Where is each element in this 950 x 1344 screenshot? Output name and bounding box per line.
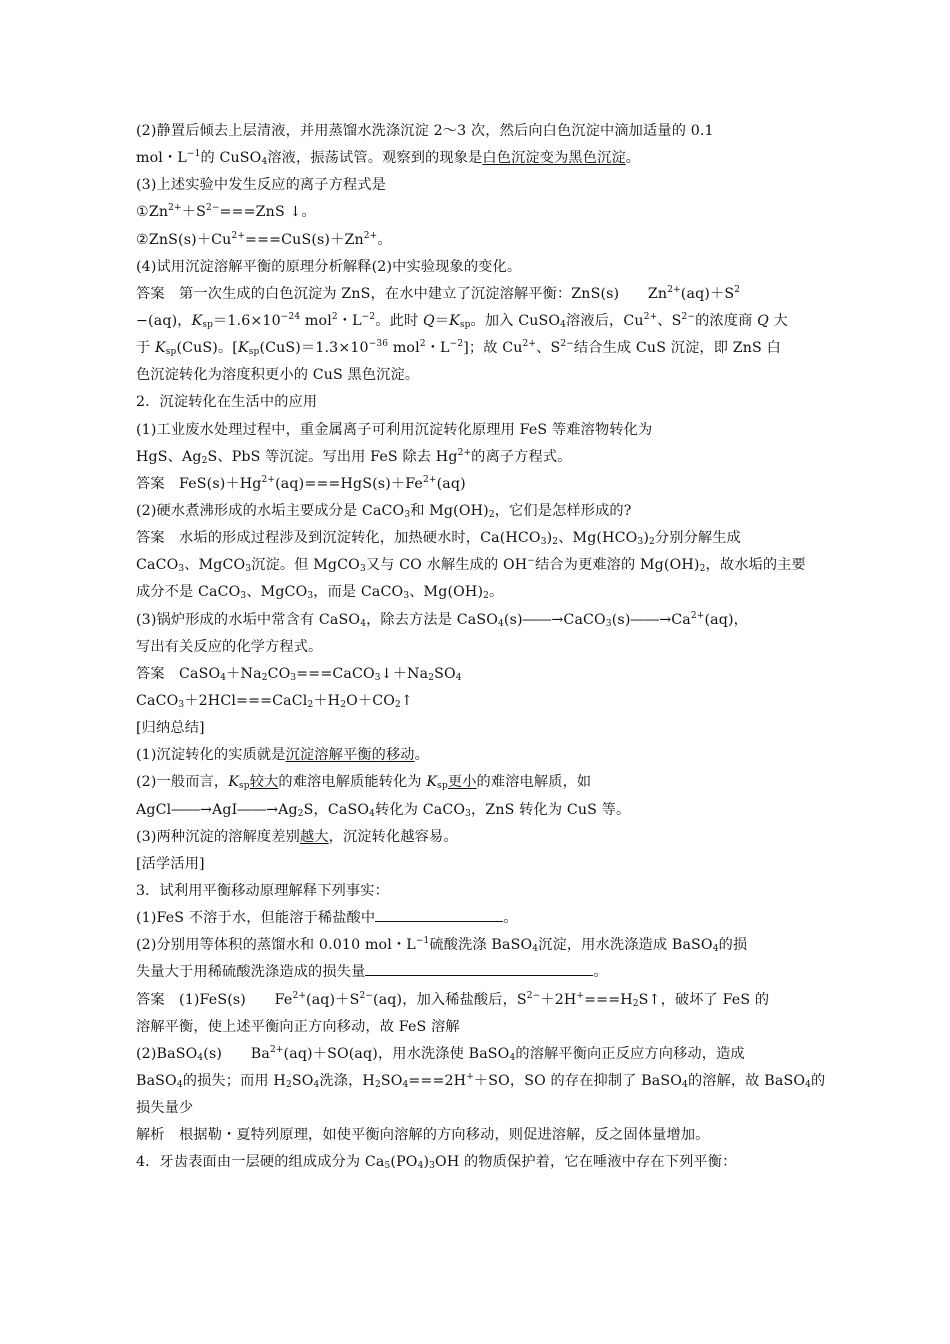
- text-segment: 答案 FeS(s)＋Hg: [136, 475, 262, 492]
- text-segment: 2−: [205, 203, 220, 214]
- text-segment: 2: [483, 591, 490, 602]
- text-segment: (aq): [436, 475, 466, 492]
- text-segment: (aq)＋S: [680, 285, 735, 302]
- text-segment: 4: [417, 1161, 424, 1172]
- text-segment: 的浓度商: [695, 312, 758, 329]
- text-segment: 2．沉淀转化在生活中的应用: [136, 394, 318, 411]
- text-segment: ・L: [425, 340, 450, 357]
- text-segment: 3: [605, 618, 612, 629]
- text-segment: ＋S: [181, 204, 206, 221]
- text-segment: ②ZnS(s)＋Cu: [136, 231, 232, 248]
- text-segment: 的 CuSO: [200, 150, 262, 167]
- text-line: [136, 688, 816, 715]
- text-segment: 答案 第一次生成的白色沉淀为 ZnS，在水中建立了沉淀溶解平衡：ZnS(s) Zn: [136, 285, 668, 302]
- text-segment: −2: [361, 311, 376, 322]
- text-segment: 的溶解，故 BaSO: [687, 1072, 806, 1089]
- text-segment: mol: [300, 312, 332, 329]
- text-segment: 。: [489, 584, 504, 601]
- text-segment: 沉淀，用水洗涤造成 BaSO: [538, 937, 713, 954]
- text-segment: ↓＋Na: [380, 665, 429, 682]
- text-segment: K: [426, 774, 438, 791]
- text-segment: 3: [465, 808, 471, 819]
- text-segment: 。: [377, 231, 392, 248]
- text-segment: 大: [768, 312, 788, 329]
- underlined-answer: 更小: [447, 774, 477, 791]
- text-segment: 成分不是 CaCO: [136, 584, 241, 601]
- text-segment: 2+: [643, 311, 658, 322]
- underlined-answer: 沉淀溶解平衡的移动: [285, 747, 415, 764]
- text-line: [136, 254, 816, 281]
- text-segment: 2: [552, 537, 559, 548]
- text-segment: (1)沉淀转化的实质就是: [136, 747, 286, 764]
- text-line: [136, 227, 816, 254]
- text-line: [136, 824, 816, 851]
- text-segment: ===2H: [408, 1072, 467, 1089]
- text-segment: 3: [245, 564, 252, 575]
- text-segment: sp: [248, 347, 260, 358]
- text-segment: ): [423, 1154, 430, 1171]
- answer-blank[interactable]: [375, 907, 503, 922]
- text-segment: 、Mg(OH): [409, 584, 484, 601]
- text-segment: 2+: [261, 474, 276, 485]
- text-segment: mol: [388, 340, 420, 357]
- text-segment: 2: [699, 564, 706, 575]
- text-segment: (CuS)＝1.3×10: [259, 340, 369, 357]
- text-segment: CaCO: [136, 557, 179, 574]
- text-line: [136, 1149, 816, 1176]
- text-segment: 3．试利用平衡移动原理解释下列事实：: [136, 882, 389, 899]
- text-segment: 5: [384, 1161, 391, 1172]
- text-segment: SO: [291, 1072, 314, 1089]
- text-segment: sp: [437, 781, 448, 792]
- text-line: [136, 471, 816, 498]
- text-segment: sp: [165, 347, 177, 358]
- text-segment: S、PbS 等沉淀。写出用 FeS 除去 Hg: [207, 448, 458, 465]
- text-segment: 溶解平衡，使上述平衡向正方向移动，故 FeS 溶解: [136, 1018, 460, 1035]
- text-line: [136, 607, 816, 634]
- text-segment: 。加入 CuSO: [470, 312, 561, 329]
- text-segment: 4: [712, 944, 719, 955]
- text-segment: 3: [637, 537, 644, 548]
- text-segment: HgS、Ag: [136, 448, 202, 465]
- text-line: [136, 362, 816, 389]
- text-segment: (s)――→CaCO: [503, 611, 606, 628]
- text-segment: 硫酸洗涤 BaSO: [429, 937, 533, 954]
- text-segment: 解析 根据勒・夏特列原理，如使平衡向溶解的方向移动，则促进溶解，反之固体量增加。: [136, 1127, 710, 1144]
- text-segment: [活学活用]: [136, 855, 205, 872]
- text-segment: ===CuS(s)＋Zn: [245, 231, 364, 248]
- text-segment: 失量大于用稀硫酸洗涤造成的损失量: [136, 964, 366, 981]
- text-line: [136, 444, 816, 471]
- text-line: [136, 1068, 826, 1095]
- text-segment: 2: [649, 537, 655, 548]
- text-line: [136, 525, 816, 552]
- text-segment: S，CaSO: [303, 801, 370, 818]
- underlined-answer: 较大: [249, 774, 279, 791]
- text-segment: 。: [414, 747, 429, 764]
- text-segment: 。此时: [375, 312, 423, 329]
- text-line: [136, 199, 816, 226]
- text-segment: (aq)，: [704, 611, 749, 628]
- text-segment: 4．牙齿表面由一层硬的组成成分为 Ca: [136, 1154, 385, 1171]
- text-segment: (aq)＋SO(aq)，用水洗涤使 BaSO: [283, 1045, 510, 1062]
- text-line: [136, 1122, 816, 1149]
- text-segment: 的损: [718, 937, 748, 954]
- text-segment: ，而是 CaCO: [313, 584, 404, 601]
- text-segment: 结合生成 CuS 沉淀，即 ZnS 白: [573, 340, 781, 357]
- text-segment: (4)试用沉淀溶解平衡的原理分析解释(2)中实验现象的变化。: [136, 258, 522, 275]
- text-segment: ＝: [434, 312, 450, 329]
- text-segment: 2: [734, 284, 741, 295]
- text-segment: O＋CO: [346, 692, 396, 709]
- text-segment: 4: [498, 618, 504, 629]
- text-segment: ，故水垢的主要: [705, 557, 806, 574]
- text-segment: 4: [532, 944, 539, 955]
- text-segment: 3: [178, 564, 185, 575]
- text-segment: 的: [811, 1072, 826, 1089]
- text-line: [136, 905, 816, 932]
- text-segment: ): [546, 530, 553, 547]
- text-segment: Q: [422, 312, 435, 329]
- text-segment: (s) Ba: [203, 1045, 270, 1062]
- text-segment: 答案 水垢的形成过程涉及到沉淀转化，加热硬水时，Ca(HCO: [136, 530, 541, 547]
- document-page: [136, 118, 826, 1176]
- text-segment: (2)BaSO: [136, 1045, 198, 1062]
- text-line: [136, 1095, 816, 1122]
- text-line: [136, 118, 816, 145]
- text-segment: [归纳总结]: [136, 720, 205, 737]
- text-segment: +: [576, 990, 585, 1001]
- text-segment: 2+: [363, 230, 378, 241]
- text-segment: 4: [360, 618, 367, 629]
- text-segment: 2: [374, 1079, 381, 1090]
- text-segment: 答案 CaSO: [136, 665, 221, 682]
- text-segment: 2: [285, 1079, 292, 1090]
- text-segment: 2: [632, 998, 639, 1009]
- text-segment: ，ZnS 转化为 CuS 等。: [471, 801, 631, 818]
- text-segment: 4: [402, 1079, 409, 1090]
- text-segment: 2−: [526, 990, 541, 1001]
- text-segment: 4: [176, 1079, 183, 1090]
- text-segment: −2: [449, 339, 464, 350]
- text-line: [136, 634, 816, 661]
- text-line: [136, 1041, 816, 1068]
- text-segment: mol・L: [136, 150, 187, 167]
- text-segment: 3: [290, 672, 297, 683]
- text-line: [136, 145, 816, 172]
- text-segment: 2+: [292, 990, 307, 1001]
- text-line: [136, 661, 816, 688]
- text-segment: 2: [331, 311, 338, 322]
- text-segment: 转化为 CaCO: [375, 801, 466, 818]
- text-segment: 2: [201, 455, 208, 466]
- text-segment: 2+: [457, 447, 472, 458]
- text-segment: ，它们是怎样形成的?: [494, 502, 632, 519]
- text-segment: ，除去方法是 CaSO: [366, 611, 499, 628]
- text-segment: 写出有关反应的化学方程式。: [136, 638, 323, 655]
- text-line: [136, 579, 816, 606]
- text-segment: 3: [359, 564, 366, 575]
- text-segment: 2: [307, 699, 314, 710]
- text-segment: (aq)＋S: [306, 991, 360, 1008]
- text-segment: (2)静置后倾去上层清液，并用蒸馏水洗涤沉淀 2～3 次，然后向白色沉淀中滴加适量的 0.1: [136, 123, 714, 139]
- text-segment: (s)――→Ca: [611, 611, 691, 628]
- text-segment: 色沉淀转化为溶度积更小的 CuS 黑色沉淀。: [136, 367, 420, 384]
- text-segment: CO: [267, 665, 291, 682]
- text-segment: K: [449, 312, 460, 329]
- text-line: [136, 498, 816, 525]
- text-line: [136, 959, 816, 986]
- text-segment: 又与 CO 水解生成的 OH: [365, 557, 528, 574]
- text-segment: 于: [136, 340, 155, 357]
- text-segment: (3)上述实验中发生反应的离子方程式是: [136, 177, 386, 194]
- text-segment: 4: [313, 1079, 320, 1090]
- text-segment: 2: [488, 509, 495, 520]
- text-segment: 2+: [422, 474, 437, 485]
- text-segment: S↑，破坏了 FeS 的: [638, 991, 770, 1008]
- text-segment: (2)分别用等体积的蒸馏水和 0.010 mol・L: [136, 937, 416, 954]
- text-segment: 、Mg(HCO: [558, 530, 638, 547]
- text-segment: ===H: [584, 991, 633, 1008]
- text-segment: ]；故 Cu: [463, 340, 523, 357]
- text-line: [136, 851, 816, 878]
- text-segment: 洗涤，H: [319, 1072, 375, 1089]
- text-segment: 2: [428, 672, 435, 683]
- text-segment: 2: [419, 339, 426, 350]
- text-segment: −36: [368, 339, 389, 350]
- text-segment: ===ZnS ↓。: [219, 204, 316, 221]
- text-segment: sp: [459, 319, 471, 330]
- text-segment: 3: [374, 672, 381, 683]
- text-line: [136, 1014, 816, 1041]
- text-segment: 2+: [168, 203, 182, 214]
- text-segment: ): [643, 530, 650, 547]
- text-segment: ↑: [400, 692, 413, 709]
- text-segment: 4: [369, 808, 376, 819]
- text-segment: 2: [395, 699, 401, 710]
- text-segment: 溶液，振荡试管。观察到的现象是: [267, 150, 483, 167]
- text-line: [136, 172, 816, 199]
- text-segment: 的难溶电解质能转化为: [278, 774, 427, 791]
- text-line: [136, 797, 816, 824]
- text-segment: CaCO: [136, 692, 179, 709]
- text-segment: (2)硬水煮沸形成的水垢主要成分是 CaCO: [136, 502, 405, 519]
- text-segment: 、S: [657, 312, 682, 329]
- text-line: [136, 742, 816, 769]
- text-segment: 、MgCO: [184, 557, 246, 574]
- text-segment: 的损失；而用 H: [182, 1072, 286, 1089]
- text-segment: 2−: [681, 311, 696, 322]
- text-segment: 4: [682, 1079, 688, 1090]
- text-segment: 沉淀。但 MgCO: [251, 557, 360, 574]
- text-segment: −(aq)，: [136, 312, 192, 329]
- text-segment: (aq)===HgS(s)＋Fe: [275, 475, 423, 492]
- text-segment: SO: [380, 1072, 403, 1089]
- text-segment: 损失量少: [136, 1100, 194, 1117]
- text-segment: ・L: [337, 312, 362, 329]
- text-segment: 4: [261, 157, 268, 168]
- text-segment: 。: [625, 150, 641, 167]
- text-segment: 2: [297, 808, 304, 819]
- text-segment: K: [228, 774, 239, 791]
- text-line: [136, 878, 816, 905]
- text-segment: 和 Mg(OH): [410, 502, 489, 519]
- text-segment: 2: [261, 672, 268, 683]
- text-segment: ＝1.6×10: [213, 312, 281, 329]
- text-segment: AgCl――→AgI――→Ag: [136, 801, 298, 818]
- text-segment: K: [238, 340, 249, 357]
- text-segment: 4: [509, 1052, 516, 1063]
- text-segment: 4: [560, 319, 567, 330]
- text-segment: 3: [178, 699, 185, 710]
- text-segment: 3: [307, 591, 314, 602]
- text-segment: 2: [340, 699, 347, 710]
- text-line: [136, 715, 816, 742]
- text-segment: 答案 (1)FeS(s) Fe: [136, 991, 293, 1008]
- text-segment: 3: [540, 537, 547, 548]
- text-segment: 溶液后，Cu: [566, 312, 644, 329]
- text-segment: 的溶解平衡向正反应方向移动，造成: [515, 1045, 745, 1062]
- text-segment: 、MgCO: [246, 584, 308, 601]
- text-line: [136, 389, 816, 416]
- text-line: [136, 281, 816, 308]
- text-segment: ＋2HCl===CaCl: [184, 692, 308, 709]
- text-line: [136, 932, 816, 959]
- text-segment: BaSO: [136, 1072, 177, 1089]
- underlined-answer: 越大: [299, 828, 329, 845]
- text-segment: (1)工业废水处理过程中，重金属离子可利用沉淀转化原理用 FeS 等难溶物转化为: [136, 421, 653, 438]
- text-line: [136, 552, 816, 579]
- text-segment: −: [527, 556, 535, 567]
- text-segment: 4: [220, 672, 227, 683]
- text-segment: (3)两种沉淀的溶解度差别: [136, 828, 300, 845]
- text-segment: 4: [455, 672, 462, 683]
- text-segment: 2+: [690, 610, 705, 621]
- text-segment: 。: [503, 910, 518, 927]
- text-segment: 的难溶电解质，如: [476, 774, 592, 791]
- text-segment: ＋SO，SO 的存在抑制了 BaSO: [473, 1072, 683, 1089]
- text-segment: ＋H: [313, 692, 341, 709]
- text-line: [136, 417, 816, 444]
- text-segment: SO: [434, 665, 456, 682]
- text-segment: 3: [404, 509, 411, 520]
- text-segment: (1)FeS 不溶于水，但能溶于稀盐酸中: [136, 910, 376, 927]
- text-segment: ＋Na: [226, 665, 262, 682]
- text-segment: +: [466, 1071, 474, 1082]
- text-segment: ===CaCO: [296, 665, 375, 682]
- text-segment: (aq)，加入稀盐酸后，S: [373, 991, 527, 1008]
- text-segment: 4: [197, 1052, 204, 1063]
- text-segment: 3: [403, 591, 410, 602]
- text-segment: 3: [240, 591, 247, 602]
- text-segment: 。: [593, 964, 608, 981]
- text-segment: K: [191, 312, 203, 329]
- text-segment: ，沉淀转化越容易。: [328, 828, 458, 845]
- text-segment: (3)锅炉形成的水垢中常含有 CaSO: [136, 611, 361, 628]
- text-line: [136, 769, 816, 796]
- text-segment: ①Zn: [136, 204, 169, 221]
- text-line: [136, 987, 816, 1014]
- text-segment: OH 的物质保护着，它在唾液中存在下列平衡：: [435, 1154, 737, 1171]
- text-segment: (PO: [390, 1154, 418, 1171]
- text-segment: 分别分解生成: [654, 530, 741, 547]
- text-segment: 2+: [269, 1044, 284, 1055]
- text-segment: −1: [186, 149, 201, 160]
- underlined-answer: 白色沉淀变为黑色沉淀: [482, 150, 626, 167]
- text-segment: Q: [757, 312, 769, 329]
- text-segment: −1: [415, 936, 430, 947]
- text-segment: (2)一般而言，: [136, 774, 229, 791]
- text-segment: 2−: [560, 339, 574, 350]
- text-line: [136, 308, 816, 335]
- text-segment: 4: [805, 1079, 812, 1090]
- text-segment: (CuS)。[: [176, 340, 238, 357]
- text-segment: 3: [429, 1161, 436, 1172]
- text-segment: 2+: [231, 230, 246, 241]
- answer-blank[interactable]: [365, 961, 593, 976]
- text-line: [136, 335, 816, 362]
- text-segment: K: [155, 340, 166, 357]
- text-segment: sp: [202, 319, 214, 330]
- text-segment: 2−: [359, 990, 374, 1001]
- text-segment: ＋2H: [540, 991, 577, 1008]
- text-segment: 的离子方程式。: [471, 448, 572, 465]
- text-segment: 2+: [522, 339, 537, 350]
- text-segment: 2+: [667, 284, 681, 295]
- text-segment: −24: [280, 311, 301, 322]
- text-segment: sp: [239, 781, 250, 792]
- text-segment: 结合为更难溶的 Mg(OH): [534, 557, 700, 574]
- text-segment: 、S: [536, 340, 561, 357]
